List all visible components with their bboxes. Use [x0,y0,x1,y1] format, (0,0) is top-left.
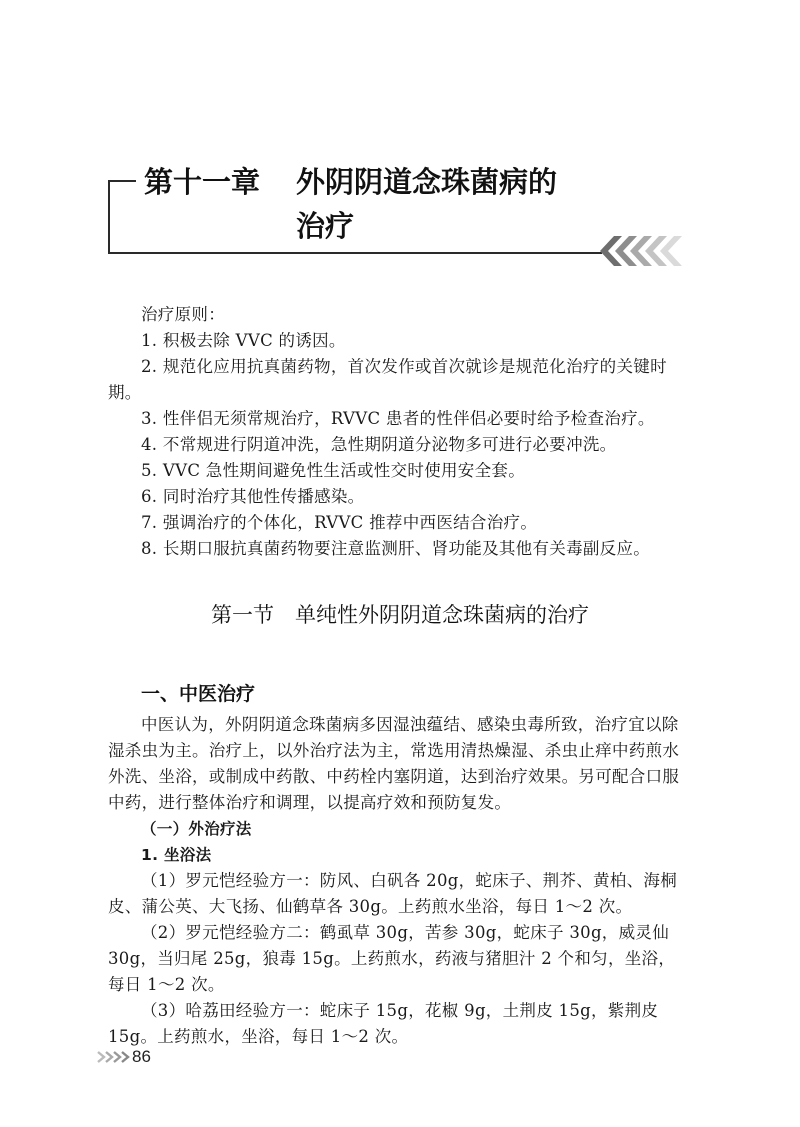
recipe-paragraph: （1）罗元恺经验方一：防风、白矾各 20g，蛇床子、荆芥、黄柏、海桐皮、蒲公英、大飞扬、仙鹤草各 30g。上药煎水坐浴，每日 1～2 次。 [108,871,678,916]
chapter-number: 第十一章 [144,165,261,199]
treatment-principles [108,302,680,562]
principle-item: 6. 同时治疗其他性传播感染。 [141,487,365,506]
principle-item: 1. 积极去除 VVC 的诱因。 [141,331,346,350]
recipe-paragraph: （2）罗元恺经验方二：鹤虱草 30g，苦参 30g，蛇床子 30g，威灵仙 30g，当归尾 25g，狼毒 15g。上药煎水，药液与猪胆汁 2 个和匀，坐浴，每日 1～2 次。 [108,923,676,994]
principles-heading: 治疗原则： [141,305,225,324]
recipe-paragraph: （3）哈荔田经验方一：蛇床子 15g，花椒 9g，土荆皮 15g，紫荆皮 15g。上药煎水，坐浴，每日 1～2 次。 [108,1001,659,1046]
principle-item: 5. VVC 急性期间避免性生活或性交时使用安全套。 [141,461,525,480]
triple-chevron-right-icon [96,1050,130,1064]
principle-item: 4. 不常规进行阴道冲洗，急性期阴道分泌物多可进行必要冲洗。 [141,435,617,454]
page-footer [96,1047,151,1067]
principle-item: 8. 长期口服抗真菌药物要注意监测肝、肾功能及其他有关毒副反应。 [141,539,651,558]
principle-item: 7. 强调治疗的个体化，RVVC 推荐中西医结合治疗。 [141,513,538,532]
page-number: 86 [132,1047,151,1066]
principle-item: 2. 规范化应用抗真菌药物，首次发作或首次就诊是规范化治疗的关键时期。 [108,357,667,402]
chevron-left-decoration-icon [598,234,682,268]
subsection-title: 一、中医治疗 [141,683,256,705]
chapter-frame-tick [108,180,136,182]
chapter-title-line2: 治疗 [296,209,355,243]
section-title: 第一节 单纯性外阴阴道念珠菌病的治疗 [211,603,589,627]
method-heading: （一）外治疗法 [141,820,252,838]
principle-item: 3. 性伴侣无须常规治疗，RVVC 患者的性伴侣必要时给予检查治疗。 [141,409,655,428]
chapter-title [144,160,584,248]
intro-paragraph: 中医认为，外阴阴道念珠菌病多因湿浊蕴结、感染虫毒所致，治疗宜以除湿杀虫为主。治疗上，以外治疗法为主，常选用清热燥湿、杀虫止痒中药煎水外洗、坐浴，或制成中药散、中药栓内塞阴道，达到治疗效果。另可配合口服中药，进行整体治疗和调理，以提高疗效和预防复发。 [108,715,680,812]
tcm-treatment-body [108,712,680,1050]
chapter-title-line1: 外阴阴道念珠菌病的 [296,165,558,199]
method-subheading: 1. 坐浴法 [141,846,212,864]
